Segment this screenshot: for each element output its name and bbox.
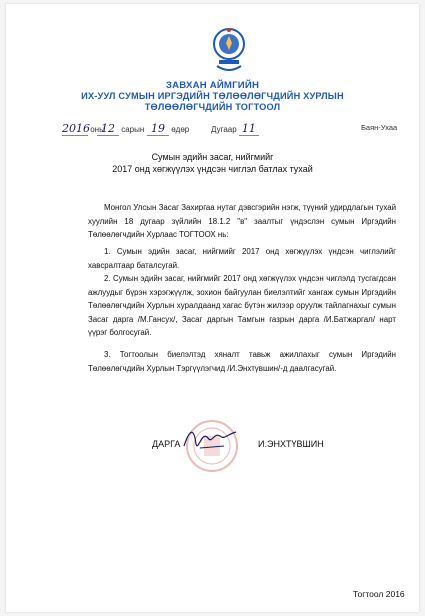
document-number: [211, 122, 259, 136]
state-emblem-icon: [212, 24, 246, 74]
title-line-2: 2017 онд хөгжүүлэх үндсэн чиглэл батлах тухай: [112, 164, 313, 174]
paragraph-item-1: 1. Сумын эдийн засаг, нийгмийг 2017 онд хөгжүүлэх үндсэн чиглэлийг хавсралтаар баталсугай.: [88, 247, 396, 270]
header-line-khural: ИХ-УУЛ СУМЫН ИРГЭДИЙН ТӨЛӨӨЛӨГЧДИЙН ХУРЛЫН: [81, 91, 344, 101]
header-line-aimag: ЗАВХАН АЙМГИЙН: [165, 80, 260, 91]
date-day-value: 19: [147, 122, 169, 136]
date-month: [97, 122, 144, 136]
paragraph-preamble: Монгол Улсын Засаг Захиргаа нутаг дэвсгэрийн нэгж, түүний удирдлагын тухай хуулийн 18 дугаар зүйлийн 18.1.2 "в" заалтыг үндэслэн сумын Иргэдийн Төлөөлөгчдийн Хурлаас ТОГТООХ нь:: [88, 203, 396, 240]
document-number-label: Дугаар: [211, 125, 237, 134]
signatory-title: ДАРГА: [152, 439, 181, 449]
signatory-name: И.ЭНХТҮВШИН: [258, 439, 324, 449]
date-year-value: 2016: [62, 122, 90, 135]
header-line-resolution: ТӨЛӨӨЛӨГЧДИЙН ТОГТООЛ: [144, 102, 281, 112]
handwritten-signature: [180, 422, 240, 456]
document-page: [6, 4, 419, 612]
document-place: Баян-Ухаа: [361, 123, 398, 132]
document-number-value: 11: [239, 122, 259, 136]
date-year-suffix: оны: [90, 125, 105, 134]
date-day: [147, 122, 189, 136]
title-line-1: Сумын эдийн засаг, нийгмийг: [151, 152, 274, 162]
paragraph-item-2: 2. Сумын эдийн засаг, нийгмийг 2017 онд хөгжүүлэх үндсэн чиглэлд тусгагдсан ажлуудыг бүрэн хэрэгжүүлж, зохион байгуулан биелэлтийг хангаж сумын Иргэдийн Төлөөлөгчдийн Хурлын хуралдаанд хагас бүтэн жилээр оруулж тайлагнахыг сумын Засаг дарга /М.Гансух/, Засаг даргын Тамгын газрын дарга /И.Батжаргал/ нарт үүрэг болгосугай.: [88, 274, 396, 338]
paragraph-item-3: 3. Тогтоолын биелэлтэд хяналт тавьж ажиллахыг сумын Иргэдийн Төлөөлөгчдийн Хурлын Тэргүүлэгчид /И.Энхтүвшин/-д даалгасугай.: [88, 350, 396, 373]
date-month-suffix: сарын: [121, 125, 145, 134]
footer-label: Тогтоол 2016: [353, 589, 405, 599]
date-month-value: 12: [97, 122, 119, 136]
date-day-suffix: өдөр: [171, 125, 190, 134]
